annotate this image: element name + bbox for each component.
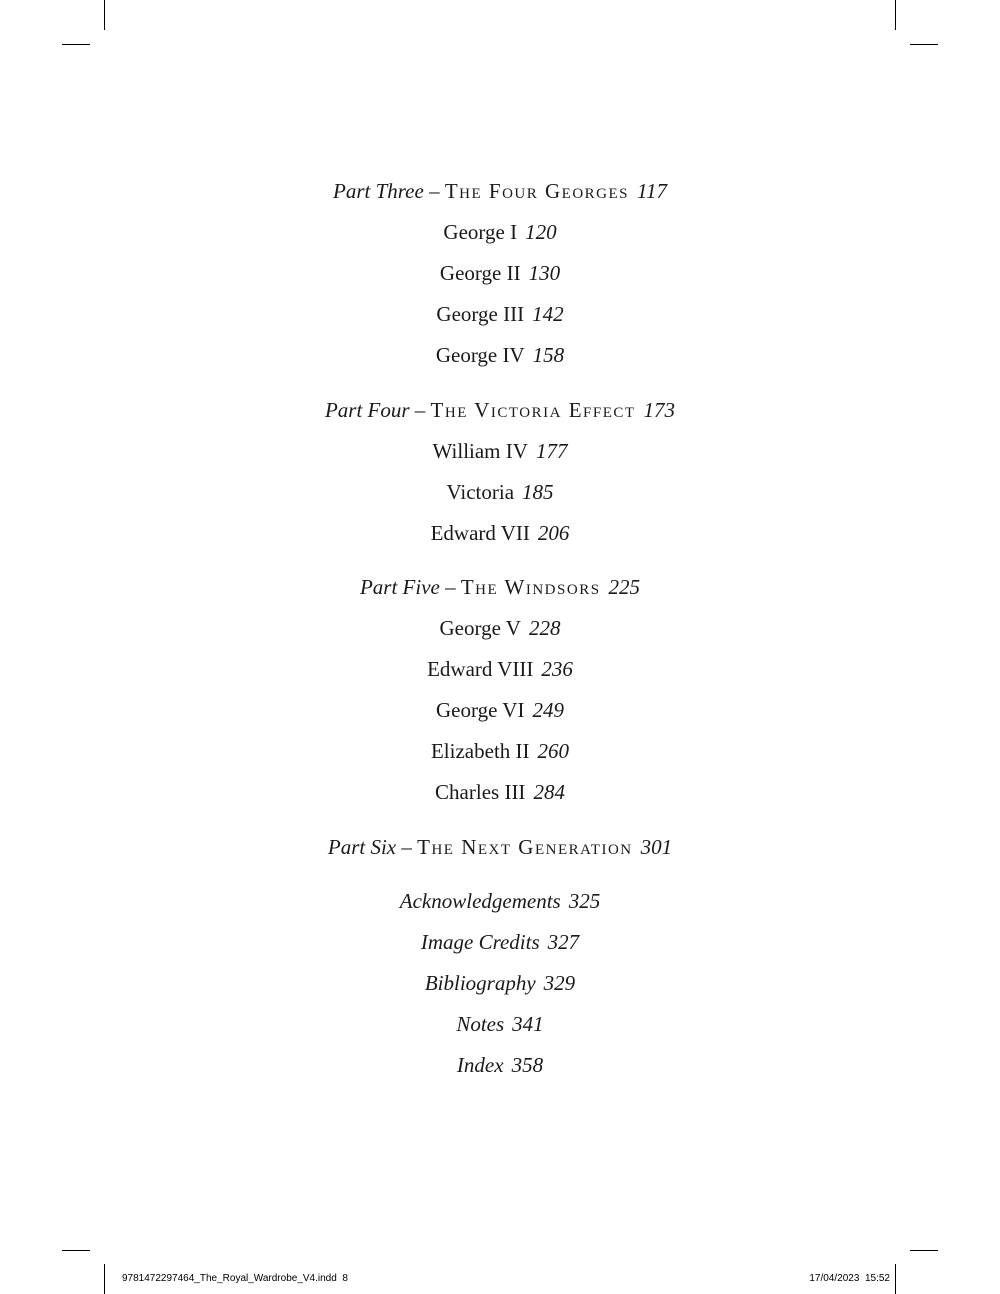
toc-chapter-entry: [0, 656, 1000, 682]
toc-chapter-entry: [0, 438, 1000, 464]
toc-back-matter-entry: [0, 1052, 1000, 1078]
toc-chapter-entry: [0, 479, 1000, 505]
part-dash: –: [429, 179, 440, 203]
chapter-title: Victoria: [446, 480, 515, 504]
chapter-title: George III: [436, 302, 525, 326]
footer-file-name: 9781472297464_The_Royal_Wardrobe_V4.indd: [122, 1273, 337, 1284]
chapter-title: George II: [439, 261, 521, 285]
part-page-number: 117: [637, 179, 667, 203]
back-matter-title: Bibliography: [424, 971, 536, 995]
toc-back-matter-entry: [0, 929, 1000, 955]
footer-file-info: [122, 1273, 348, 1285]
part-dash: –: [414, 398, 426, 422]
chapter-page-number: 284: [533, 780, 565, 804]
chapter-page-number: 260: [537, 739, 570, 763]
footer-timestamp: [809, 1273, 890, 1285]
crop-mark-bottom-left-horizontal: [62, 1250, 90, 1251]
footer-page-number: 8: [342, 1273, 348, 1284]
chapter-title: William IV: [432, 439, 528, 463]
part-dash: –: [445, 575, 456, 599]
toc-part-heading: [0, 834, 1000, 860]
chapter-page-number: 158: [532, 343, 565, 367]
part-label: Part Six: [327, 835, 397, 859]
part-dash: –: [401, 835, 412, 859]
toc-chapter-entry: [0, 219, 1000, 245]
back-matter-title: Notes: [456, 1012, 505, 1036]
crop-mark-top-left-horizontal: [62, 44, 90, 45]
toc-chapter-entry: [0, 520, 1000, 546]
crop-mark-top-right-vertical: [895, 0, 896, 30]
part-title: The Windsors: [460, 575, 601, 599]
toc-part-heading: [0, 574, 1000, 600]
chapter-title: George V: [439, 616, 521, 640]
chapter-page-number: 228: [528, 616, 561, 640]
part-title: The Next Generation: [417, 835, 633, 859]
back-matter-page-number: 358: [511, 1053, 544, 1077]
part-label: Part Three: [333, 179, 424, 203]
footer-date: 17/04/2023: [809, 1273, 860, 1284]
chapter-title: Elizabeth II: [430, 739, 530, 763]
back-matter-title: Index: [456, 1053, 504, 1077]
toc-chapter-entry: [0, 301, 1000, 327]
toc-chapter-entry: [0, 260, 1000, 286]
crop-mark-bottom-right-horizontal: [910, 1250, 938, 1251]
toc-part-heading: [0, 397, 1000, 423]
toc-back-matter-entry: [0, 970, 1000, 996]
chapter-page-number: 249: [532, 698, 564, 722]
toc-part-heading: [0, 178, 1000, 204]
back-matter-page-number: 341: [512, 1012, 544, 1036]
crop-mark-top-left-vertical: [104, 0, 105, 30]
chapter-page-number: 130: [528, 261, 561, 285]
chapter-title: Charles III: [435, 780, 526, 804]
part-page-number: 225: [608, 575, 641, 599]
chapter-title: George I: [443, 220, 518, 244]
toc-chapter-entry: [0, 779, 1000, 805]
back-matter-page-number: 327: [547, 930, 580, 954]
crop-mark-bottom-right-vertical: [895, 1264, 896, 1294]
toc-chapter-entry: [0, 738, 1000, 764]
toc-back-matter-entry: [0, 888, 1000, 914]
chapter-page-number: 142: [532, 302, 564, 326]
part-title: The Four Georges: [444, 179, 630, 203]
chapter-page-number: 120: [525, 220, 557, 244]
back-matter-page-number: 329: [543, 971, 576, 995]
chapter-title: Edward VII: [430, 521, 530, 545]
part-page-number: 173: [643, 398, 676, 422]
toc-chapter-entry: [0, 615, 1000, 641]
back-matter-page-number: 325: [568, 889, 601, 913]
chapter-page-number: 236: [541, 657, 573, 681]
part-page-number: 301: [640, 835, 673, 859]
part-label: Part Five: [359, 575, 440, 599]
part-title: The Victoria Effect: [430, 398, 636, 422]
chapter-page-number: 206: [537, 521, 570, 545]
back-matter-title: Image Credits: [420, 930, 540, 954]
chapter-page-number: 177: [535, 439, 568, 463]
toc-chapter-entry: [0, 697, 1000, 723]
chapter-title: George VI: [436, 698, 525, 722]
chapter-title: George IV: [435, 343, 525, 367]
back-matter-title: Acknowledgements: [399, 889, 561, 913]
chapter-page-number: 185: [522, 480, 554, 504]
part-label: Part Four: [324, 398, 410, 422]
footer-time: 15:52: [864, 1273, 890, 1284]
toc-back-matter-entry: [0, 1011, 1000, 1037]
crop-mark-bottom-left-vertical: [104, 1264, 105, 1294]
chapter-title: Edward VIII: [427, 657, 534, 681]
crop-mark-top-right-horizontal: [910, 44, 938, 45]
toc-chapter-entry: [0, 342, 1000, 368]
